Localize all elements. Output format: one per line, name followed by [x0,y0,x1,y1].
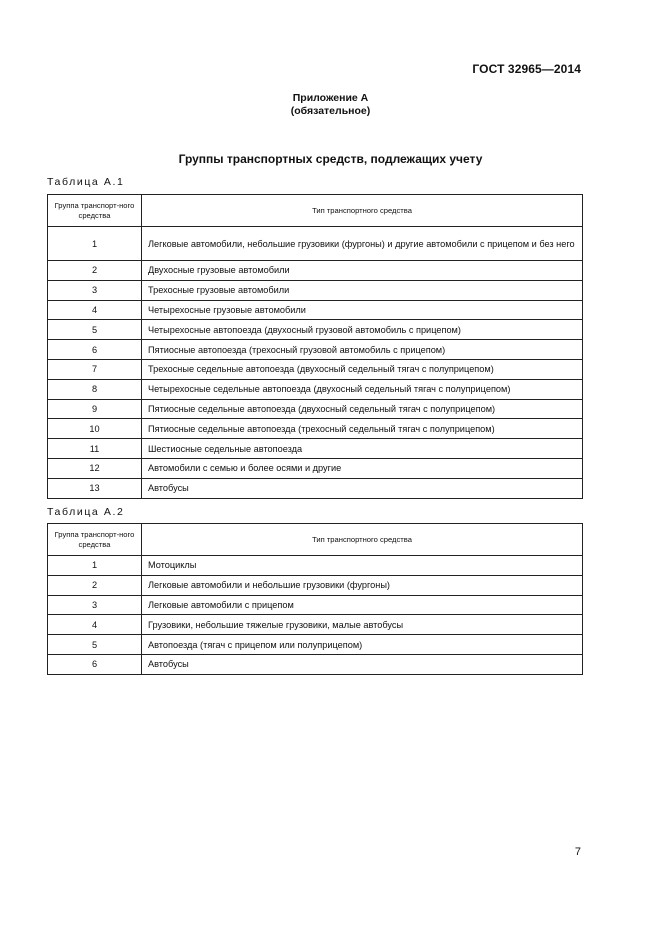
table-a1-col-group-header: Группа транспорт-ного средства [48,195,142,227]
table-a1-row [48,340,583,360]
table-a2-row [48,635,583,655]
table-a1-row [48,300,583,320]
table-a2-col-group-header: Группа транспорт-ного средства [48,524,142,556]
table-a2-row [48,654,583,674]
table-a2-group-cell: 1 [48,556,142,576]
table-a1-type-cell: Автомобили с семью и более осями и другие [142,458,583,478]
table-a1-row [48,227,583,261]
table-a2-group-cell: 5 [48,635,142,655]
table-a1-group-cell: 2 [48,261,142,281]
table-a1-caption: Таблица А.1 [47,176,125,188]
table-a1-type-cell: Четырехосные автопоезда (двухосный грузовой автомобиль с прицепом) [142,320,583,340]
table-a1-row [48,439,583,459]
table-a2-row [48,615,583,635]
page-number: 7 [574,846,581,858]
table-a1-type-cell: Четырехосные седельные автопоезда (двухосный седельный тягач с полуприцепом) [142,379,583,399]
table-a1-group-cell: 1 [48,227,142,261]
table-a1-group-cell: 11 [48,439,142,459]
table-a1-group-cell: 3 [48,280,142,300]
table-a2-row [48,575,583,595]
table-a1-type-cell: Легковые автомобили, небольшие грузовики (фургоны) и другие автомобили с прицепом и без него [142,227,583,261]
table-a1-group-cell: 13 [48,478,142,498]
appendix-title: Приложение А [292,92,369,104]
standard-designation: ГОСТ 32965—2014 [472,62,581,76]
table-a1-group-cell: 5 [48,320,142,340]
table-a2-type-cell: Грузовики, небольшие тяжелые грузовики, малые автобусы [142,615,583,635]
table-a1-type-cell: Двухосные грузовые автомобили [142,261,583,281]
table-a2-caption: Таблица А.2 [47,506,125,518]
table-a1-row [48,419,583,439]
table-a1-group-cell: 8 [48,379,142,399]
table-a2 [47,523,583,675]
table-a2-body [48,556,583,675]
table-a1-row [48,478,583,498]
table-a1-type-cell: Пятиосные седельные автопоезда (двухосный седельный тягач с полуприцепом) [142,399,583,419]
table-a1-group-cell: 10 [48,419,142,439]
table-a1-type-cell: Трехосные седельные автопоезда (двухосный седельный тягач с полуприцепом) [142,359,583,379]
table-a1-type-cell: Четырехосные грузовые автомобили [142,300,583,320]
table-a2-type-cell: Мотоциклы [142,556,583,576]
table-a1-group-cell: 4 [48,300,142,320]
table-a1-row [48,261,583,281]
table-a2-group-cell: 4 [48,615,142,635]
page-title: Группы транспортных средств, подлежащих учету [178,152,483,166]
table-a2-col-type-header: Тип транспортного средства [142,524,583,556]
table-a1-row [48,320,583,340]
table-a1-type-cell: Трехосные грузовые автомобили [142,280,583,300]
table-a1-col-type-header: Тип транспортного средства [142,195,583,227]
table-a1-type-cell: Автобусы [142,478,583,498]
table-a1-type-cell: Пятиосные автопоезда (трехосный грузовой автомобиль с прицепом) [142,340,583,360]
table-a2-group-cell: 3 [48,595,142,615]
table-a1-row [48,359,583,379]
table-a2-type-cell: Автопоезда (тягач с прицепом или полуприцепом) [142,635,583,655]
table-a2-row [48,595,583,615]
table-a2-row [48,556,583,576]
table-a1-row [48,379,583,399]
table-a1-type-cell: Пятиосные седельные автопоезда (трехосный седельный тягач с полуприцепом) [142,419,583,439]
table-a1-body [48,227,583,499]
table-a1-group-cell: 12 [48,458,142,478]
table-a1 [47,194,583,499]
table-a1-type-cell: Шестиосные седельные автопоезда [142,439,583,459]
table-a1-group-cell: 9 [48,399,142,419]
table-a1-row [48,280,583,300]
table-a2-header-row [48,524,583,556]
table-a2-type-cell: Автобусы [142,654,583,674]
table-a1-group-cell: 6 [48,340,142,360]
table-a2-group-cell: 6 [48,654,142,674]
table-a2-type-cell: Легковые автомобили и небольшие грузовики (фургоны) [142,575,583,595]
table-a1-row [48,399,583,419]
table-a2-group-cell: 2 [48,575,142,595]
table-a1-row [48,458,583,478]
table-a2-type-cell: Легковые автомобили с прицепом [142,595,583,615]
appendix-heading [0,92,661,118]
table-a1-group-cell: 7 [48,359,142,379]
appendix-note: (обязательное) [290,105,371,117]
table-a1-header-row [48,195,583,227]
